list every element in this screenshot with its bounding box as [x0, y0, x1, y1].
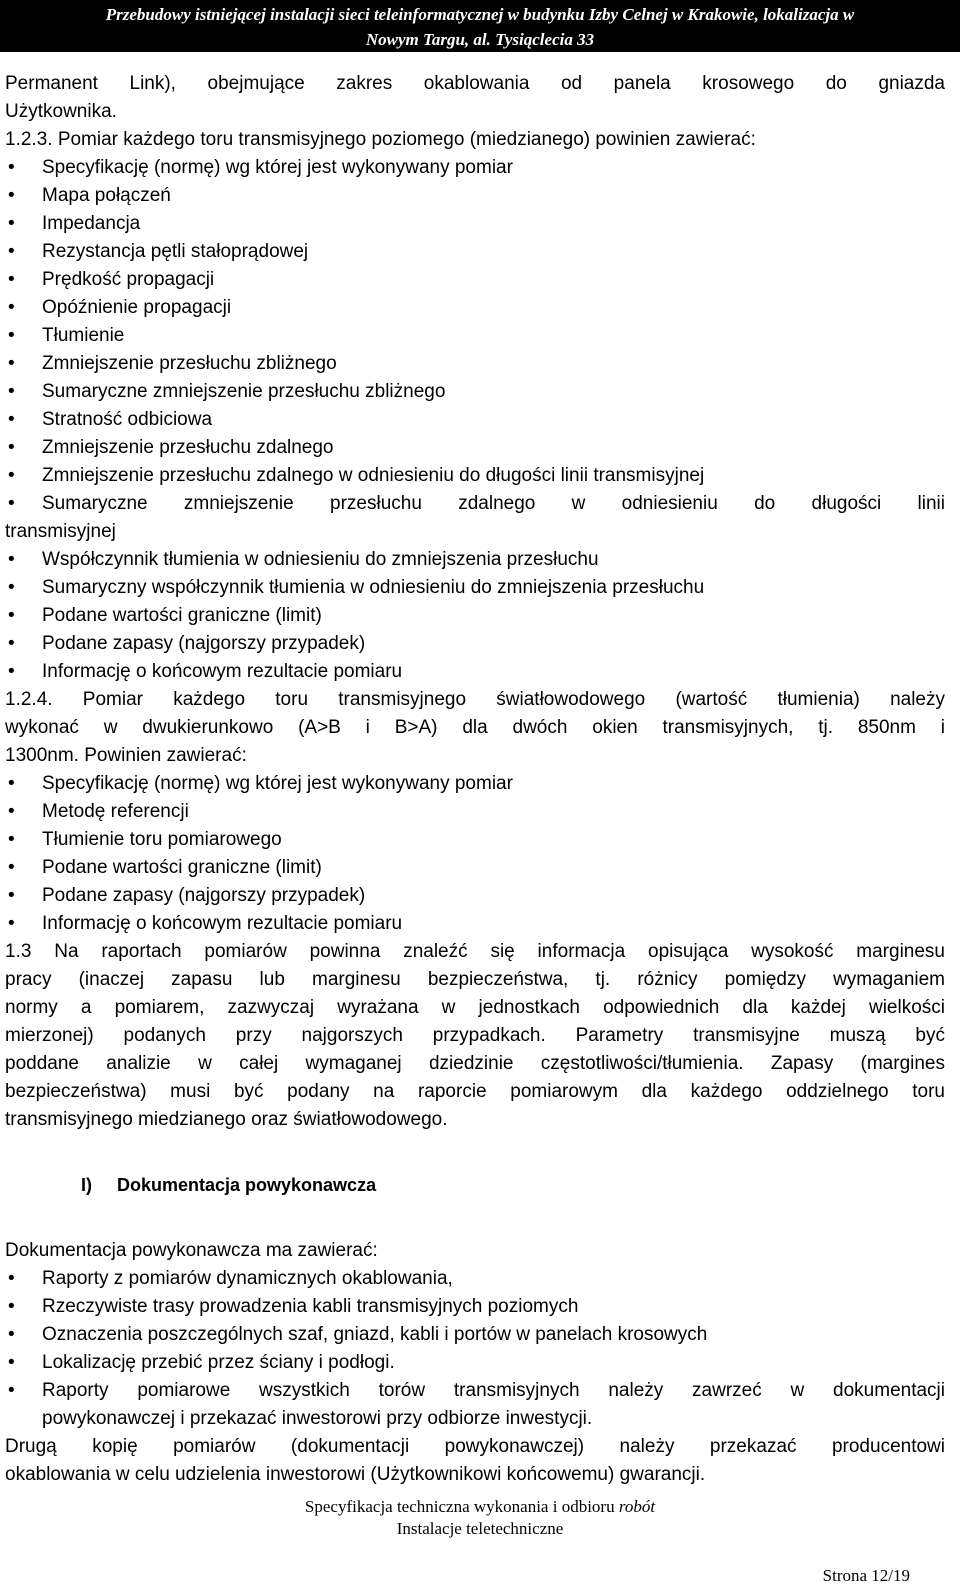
section-1-2-4-line-3: 1300nm. Powinien zawierać:	[5, 745, 247, 766]
list-item: • Informację o końcowym rezultacie pomiaru	[5, 910, 945, 938]
list-item-continuation: powykonawczej i przekazać inwestorowi przy odbiorze inwestycji.	[42, 1408, 593, 1429]
list-item: • Współczynnik tłumienia w odniesieniu do zmniejszenia przesłuchu	[5, 546, 945, 574]
footer-line-2: Instalacje teletechniczne	[396, 1519, 564, 1538]
documentation-list	[5, 1265, 945, 1405]
list-item: • Zmniejszenie przesłuchu zdalnego	[5, 434, 945, 462]
list-item: • Sumaryczne zmniejszenie przesłuchu zdalnego w odniesieniu do długości linii	[5, 490, 945, 518]
list-item: • Raporty z pomiarów dynamicznych okablowania,	[5, 1265, 945, 1293]
list-item: • Podane wartości graniczne (limit)	[5, 854, 945, 882]
section-letter: I)	[81, 1175, 92, 1195]
section-heading	[5, 1171, 945, 1199]
list-item: • Informację o końcowym rezultacie pomiaru	[5, 658, 945, 686]
paragraph-line: normy a pomiarem, zazwyczaj wyrażana w jednostkach odpowiednich dla każdej wielkości	[5, 997, 945, 1018]
list-item: • Zmniejszenie przesłuchu zdalnego w odniesieniu do długości linii transmisyjnej	[5, 462, 945, 490]
page-number: Strona 12/19	[822, 1566, 910, 1585]
document-body	[5, 70, 945, 1489]
list-item: • Podane wartości graniczne (limit)	[5, 602, 945, 630]
header-line-2: Nowym Targu, al. Tysiąclecia 33	[365, 30, 595, 49]
list-item: • Zmniejszenie przesłuchu zbliżnego	[5, 350, 945, 378]
list-item: • Prędkość propagacji	[5, 266, 945, 294]
list-item: • Specyfikację (normę) wg której jest wykonywany pomiar	[5, 154, 945, 182]
list-item: • Podane zapasy (najgorszy przypadek)	[5, 882, 945, 910]
fiber-measurement-list	[5, 770, 945, 938]
page-footer	[0, 1496, 960, 1540]
list-item: • Sumaryczne zmniejszenie przesłuchu zbliżnego	[5, 378, 945, 406]
list-item: • Impedancja	[5, 210, 945, 238]
section-1-2-3-text: 1.2.3. Pomiar każdego toru transmisyjnego poziomego (miedzianego) powinien zawierać:	[5, 129, 756, 150]
header-line-1: Przebudowy istniejącej instalacji sieci teleinformatycznej w budynku Izby Celnej w Krakowie, lokalizacja w	[105, 5, 855, 24]
paragraph-line: transmisyjnego miedzianego oraz światłowodowego.	[5, 1109, 448, 1130]
list-item: • Stratność odbiciowa	[5, 406, 945, 434]
list-item: • Tłumienie toru pomiarowego	[5, 826, 945, 854]
running-header	[0, 0, 960, 52]
list-item: • Oznaczenia poszczególnych szaf, gniazd, kabli i portów w panelach krosowych	[5, 1321, 945, 1349]
list-item: • Specyfikację (normę) wg której jest wykonywany pomiar	[5, 770, 945, 798]
footer-title: Specyfikacja techniczna wykonania i odbioru	[304, 1497, 615, 1516]
section-1-2-4-line-2: wykonać w dwukierunkowo (A>B i B>A) dla dwóch okien transmisyjnych, tj. 850nm i	[5, 717, 945, 738]
list-item: • Rzeczywiste trasy prowadzenia kabli transmisyjnych poziomych	[5, 1293, 945, 1321]
copper-measurement-list-cont	[5, 546, 945, 686]
list-item: • Metodę referencji	[5, 798, 945, 826]
documentation-intro: Dokumentacja powykonawcza ma zawierać:	[5, 1240, 378, 1261]
list-item: • Sumaryczny współczynnik tłumienia w odniesieniu do zmniejszenia przesłuchu	[5, 574, 945, 602]
footer-line-1	[0, 1496, 960, 1518]
list-item: • Rezystancja pętli stałoprądowej	[5, 238, 945, 266]
paragraph-line: bezpieczeństwa) musi być podany na raporcie pomiarowym dla każdego oddzielnego toru	[5, 1081, 945, 1102]
copper-measurement-list	[5, 154, 945, 518]
footer-title-italic: robót	[618, 1497, 656, 1516]
list-item-continuation: transmisyjnej	[5, 521, 116, 542]
paragraph-line: 1.3 Na raportach pomiarów powinna znaleźć się informacja opisująca wysokość marginesu	[5, 941, 945, 962]
paragraph-line: poddane analizie w całej wymaganej dziedzinie częstotliwości/tłumienia. Zapasy (margines	[5, 1053, 945, 1074]
list-item: • Raporty pomiarowe wszystkich torów transmisyjnych należy zawrzeć w dokumentacji	[5, 1377, 945, 1405]
list-item: • Tłumienie	[5, 322, 945, 350]
intro-line-1: Permanent Link), obejmujące zakres okablowania od panela krosowego do gniazda	[5, 73, 945, 94]
list-item: • Podane zapasy (najgorszy przypadek)	[5, 630, 945, 658]
intro-line-2: Użytkownika.	[5, 101, 117, 122]
section-1-2-4-line-1: 1.2.4. Pomiar każdego toru transmisyjnego światłowodowego (wartość tłumienia) należy	[5, 689, 945, 710]
section-title: Dokumentacja powykonawcza	[117, 1175, 377, 1195]
list-item: • Opóźnienie propagacji	[5, 294, 945, 322]
section-1-3-paragraph	[5, 938, 945, 1134]
list-item: • Mapa połączeń	[5, 182, 945, 210]
documentation-outro-line-2: okablowania w celu udzielenia inwestorowi (Użytkownikowi końcowemu) gwarancji.	[5, 1464, 706, 1485]
documentation-outro-line-1: Drugą kopię pomiarów (dokumentacji powykonawczej) należy przekazać producentowi	[5, 1436, 945, 1457]
paragraph-line: pracy (inaczej zapasu lub marginesu bezpieczeństwa, tj. różnicy pomiędzy wymaganiem	[5, 969, 945, 990]
list-item: • Lokalizację przebić przez ściany i podłogi.	[5, 1349, 945, 1377]
paragraph-line: mierzonej) podanych przy najgorszych przypadkach. Parametry transmisyjne muszą być	[5, 1025, 945, 1046]
